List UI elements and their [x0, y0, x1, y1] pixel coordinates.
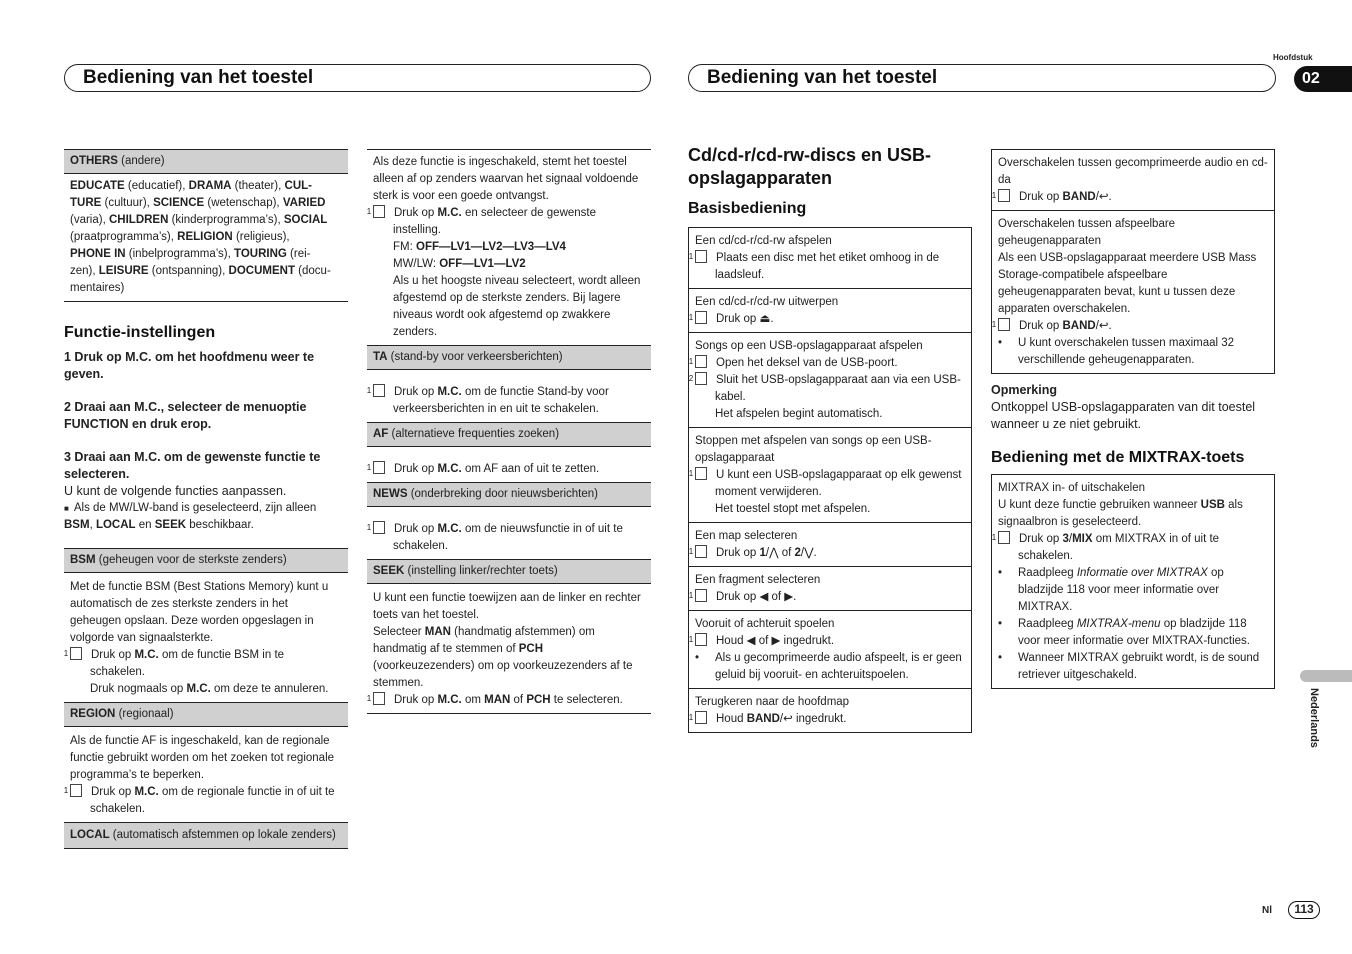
seek-step-a: Druk op [394, 694, 438, 706]
seek-step-c: om [461, 694, 485, 706]
af-step [366, 461, 645, 478]
op-step-text: Druk op ⏏. [716, 313, 774, 325]
op-title: Een fragment selecteren [695, 574, 821, 586]
ta-step-c: om de functie Stand-by voor verkeersberichten in en uit te schakelen. [393, 386, 609, 415]
op-step [688, 372, 965, 406]
seek-d2-d: PCH [518, 643, 544, 655]
genre-text: (educatief), [124, 180, 189, 192]
op-row [689, 289, 971, 333]
bsm-header [64, 548, 348, 573]
bullet-link: MIXTRAX-menu [1076, 618, 1161, 630]
chapter-badge [1294, 66, 1352, 92]
seek-step-b: M.C. [437, 694, 462, 706]
op-title: Overschakelen tussen afspeelbare geheugenapparaten [998, 218, 1176, 247]
seek-d2-b: MAN [424, 626, 451, 638]
op-row [992, 475, 1274, 688]
op-title: Een cd/cd-r/cd-rw afspelen [695, 235, 832, 247]
mw-note-bsm: BSM [64, 519, 90, 531]
op-bullet-text: U kunt overschakelen tussen maximaal 32 verschillende geheugenapparaten. [1018, 337, 1235, 366]
fm-label: FM: [393, 241, 416, 253]
mixtrax-table [991, 474, 1275, 689]
step-number-icon: 1 [998, 531, 1010, 544]
genre-key: RELIGION [177, 231, 233, 243]
mw-note-a: Als de MW/LW-band is geselecteerd, zijn alleen [73, 502, 317, 514]
step-1: 1 Druk op M.C. om het hoofdmenu weer te geven. [64, 350, 315, 381]
others-body [64, 174, 348, 302]
local-step-note: Als u het hoogste niveau selecteert, wordt alleen afgestemd op de sterkste zenders. Bij lagere niveaus wordt ook afgestemd op zwakkere zenders. [393, 275, 641, 338]
bsm-step-b: M.C. [134, 649, 159, 661]
op-step [688, 589, 965, 606]
op-step-a: Druk op [1019, 191, 1063, 203]
step-number-icon: 1 [373, 205, 385, 218]
bullet-icon: • [998, 567, 1003, 579]
ta-step [366, 384, 645, 418]
genre-key: EDUCATE [70, 180, 125, 192]
local-key: LOCAL [70, 829, 110, 841]
local-step-a: Druk op [394, 207, 438, 219]
op-title: Vooruit of achteruit spoelen [695, 618, 835, 630]
bsm-step-d: Druk nogmaals op [90, 683, 187, 695]
op-step-b: BAND [746, 713, 780, 725]
local-step-b: M.C. [437, 207, 462, 219]
bullet-text: Wanneer MIXTRAX gebruikt wordt, is de sound retriever uitgeschakeld. [1018, 652, 1260, 681]
step-number-icon: 2 [695, 372, 707, 385]
op-title: Songs op een USB-opslagapparaat afspelen [695, 340, 923, 352]
step-number-icon: 1 [695, 250, 707, 263]
seek-key: SEEK [373, 565, 405, 577]
news-step-c: om de nieuwsfunctie in of uit te schakelen. [393, 523, 623, 552]
local-header [64, 822, 348, 849]
step-number-icon: 1 [373, 461, 385, 474]
seek-step [366, 692, 645, 709]
op-step-b: BAND [1062, 191, 1096, 203]
genre-key: DOCUMENT [228, 265, 295, 277]
af-header [367, 422, 651, 447]
language-code: Nl [1262, 905, 1272, 916]
genre-text: mentaires) [70, 282, 125, 294]
op-step-note: Het toestel stopt met afspelen. [715, 503, 871, 515]
mw-values: OFF—LV1—LV2 [439, 258, 526, 270]
op-step-c: /⋀ of [765, 547, 795, 559]
op-step-c: /↩ ingedrukt. [779, 713, 847, 725]
op-step-b: BAND [1062, 320, 1096, 332]
region-step-c: om de regionale functie in of uit te schakelen. [90, 786, 335, 815]
seek-d2-a: Selecteer [373, 626, 425, 638]
bsm-step-cont [70, 681, 342, 698]
op-step-d: 2 [794, 547, 801, 559]
step-number-icon: 1 [373, 384, 385, 397]
op-bullet [998, 616, 1268, 650]
genre-key: TOURING [234, 248, 287, 260]
seek-step-f: PCH [526, 694, 551, 706]
mix-body-a: U kunt deze functie gebruiken wanneer [998, 499, 1201, 511]
region-step-b: M.C. [134, 786, 159, 798]
region-step-a: Druk op [91, 786, 135, 798]
genre-key: DRAMA [188, 180, 232, 192]
seek-body [367, 584, 651, 714]
op-bullet-text: Als u gecomprimeerde audio afspeelt, is er geen geluid bij vooruit- en achteruitspoelen. [715, 652, 962, 681]
basisbediening-title: Basisbediening [688, 200, 807, 217]
op-row [689, 428, 971, 523]
ta-step-b: M.C. [437, 386, 462, 398]
af-step-b: M.C. [437, 463, 462, 475]
step-number-icon: 1 [70, 647, 82, 660]
op-step-b: 3 [1062, 533, 1069, 545]
section-header-left [64, 64, 651, 92]
note-body: Ontkoppel USB-opslagapparaten van dit toestel wanneer u ze niet gebruikt. [991, 400, 1256, 431]
section-title-left: Bediening van het toestel [83, 67, 314, 88]
op-bullet [695, 650, 965, 684]
step-3: 3 Draai aan M.C. om de gewenste functie te selecteren. [64, 450, 321, 481]
others-header [64, 149, 348, 174]
genre-text: (theater), [231, 180, 285, 192]
af-key: AF [373, 428, 389, 440]
step-number-icon: 1 [695, 355, 707, 368]
fm-levels [373, 239, 645, 256]
op-step-a: Houd [716, 713, 747, 725]
square-bullet-icon: ■ [64, 504, 69, 513]
op-step [688, 355, 965, 372]
section-title-right: Bediening van het toestel [707, 67, 938, 88]
mw-levels [373, 256, 645, 273]
op-step-text: U kunt een USB-opslagapparaat op elk gewenst moment verwijderen. [715, 469, 962, 498]
news-step [366, 521, 645, 555]
genre-key: SCIENCE [153, 197, 205, 209]
language-label: Nederlands [1308, 688, 1320, 748]
op-step [688, 311, 965, 328]
news-header [367, 482, 651, 507]
genre-key: VARIED [282, 197, 326, 209]
genre-text: (religieus), [232, 231, 290, 243]
op-bullet [998, 565, 1268, 616]
genre-key: CUL- [284, 180, 312, 192]
genre-text: (docu- [294, 265, 331, 277]
op-row [689, 333, 971, 428]
op-step-e: om MIXTRAX in of uit te schakelen. [1018, 533, 1220, 562]
local-description: Als deze functie is ingeschakeld, stemt het toestel alleen af op zenders waarvan het signaal voldoende sterk is voor een goede ontvangst. [373, 156, 639, 202]
mix-body-b: USB [1200, 499, 1225, 511]
af-step-a: Druk op [394, 463, 438, 475]
op-step-text: Sluit het USB-opslagapparaat aan via een USB-kabel. [715, 374, 961, 403]
op-title: Terugkeren naar de hoofdmap [695, 696, 850, 708]
ta-step-a: Druk op [394, 386, 438, 398]
region-body [64, 727, 348, 822]
seek-step-d: MAN [484, 694, 511, 706]
step-number-icon: 1 [998, 189, 1010, 202]
op-step [688, 711, 965, 728]
op-step-text: Druk op ◀ of ▶. [716, 591, 797, 603]
op-bullet [998, 650, 1268, 684]
seek-step-g: te selecteren. [550, 694, 623, 706]
ta-body [367, 370, 651, 422]
op-step [688, 467, 965, 501]
note-title: Opmerking [991, 383, 1057, 397]
af-step-c: om AF aan of uit te zetten. [461, 463, 600, 475]
mixtrax-title: Bediening met de MIXTRAX-toets [991, 449, 1245, 466]
step-number-icon: 1 [695, 589, 707, 602]
step-3-note: U kunt de volgende functies aanpassen. [64, 484, 287, 498]
genre-text: (inbelprogramma’s), [125, 248, 235, 260]
op-row [689, 567, 971, 611]
local-step-c: en selecteer de gewenste instelling. [393, 207, 597, 236]
op-step [688, 250, 965, 284]
bullet-link: Informatie over MIXTRAX [1076, 567, 1208, 579]
op-title: Overschakelen tussen gecomprimeerde audio en cd-da [998, 157, 1268, 186]
af-body [367, 447, 651, 482]
bsm-step-c: om de functie BSM in te schakelen. [90, 649, 285, 678]
column-3 [688, 144, 972, 733]
chapter-label: Hoofdstuk [1273, 53, 1313, 62]
page-number: 113 [1288, 901, 1320, 919]
bullet-a: Raadpleeg [1018, 567, 1077, 579]
local-body [367, 149, 651, 345]
op-step-c: / [1068, 533, 1073, 545]
seek-d2-c: (handmatig afstemmen) om handmatig af te stemmen of [373, 626, 595, 655]
mw-note-end: beschikbaar. [186, 519, 254, 531]
genre-text: (rei- [286, 248, 311, 260]
genre-text: (cultuur), [101, 197, 154, 209]
seek-description: U kunt een functie toewijzen aan de linker en rechter toets van het toestel. [373, 592, 641, 621]
op-step-note: Het afspelen begint automatisch. [715, 408, 883, 420]
mw-note-and: en [135, 519, 155, 531]
bsm-step-a: Druk op [91, 649, 135, 661]
bullet-icon: • [998, 337, 1003, 349]
op-step-d: MIX [1072, 533, 1093, 545]
bullet-c: op bladzijde 118 voor meer informatie over MIXTRAX. [1018, 567, 1224, 613]
section-header-right [688, 64, 1276, 92]
bsm-body [64, 573, 348, 702]
bsm-step-e: M.C. [186, 683, 211, 695]
mw-note [64, 500, 348, 534]
op-row [689, 689, 971, 732]
mw-note-local: LOCAL [95, 519, 136, 531]
op-title: MIXTRAX in- of uitschakelen [998, 482, 1146, 494]
ta-header [367, 345, 651, 370]
bullet-icon: • [998, 652, 1003, 664]
step-number-icon: 1 [373, 692, 385, 705]
region-step [63, 784, 342, 818]
column-2 [367, 149, 651, 714]
genre-text: (ontspanning), [148, 265, 229, 277]
bullet-icon: • [998, 618, 1003, 630]
genre-key: PHONE IN [70, 248, 126, 260]
op-row [689, 611, 971, 689]
op-step [688, 633, 965, 650]
others-sub: (andere) [117, 155, 165, 167]
mw-note-sep: , [89, 519, 96, 531]
op-step-e: /⋁. [800, 547, 817, 559]
op-step-text: Open het deksel van de USB-poort. [716, 357, 898, 369]
step-number-icon: 1 [70, 784, 82, 797]
bsm-step [63, 647, 342, 681]
region-header [64, 702, 348, 727]
seek-header [367, 559, 651, 584]
op-step [991, 531, 1268, 565]
genre-text: (praatprogramma’s), [70, 231, 178, 243]
op-step-text: Houd ◀ of ▶ ingedrukt. [716, 635, 835, 647]
op-row [992, 211, 1274, 373]
mw-note-seek: SEEK [154, 519, 187, 531]
bsm-key: BSM [70, 554, 96, 566]
op-title: Een map selecteren [695, 530, 798, 542]
op-step [991, 318, 1268, 335]
bsm-step-f: om deze te annuleren. [210, 683, 329, 695]
genre-key: LEISURE [98, 265, 149, 277]
mix-body-c: als signaalbron is geselecteerd. [998, 499, 1243, 528]
region-key: REGION [70, 708, 116, 720]
region-sub: (regionaal) [115, 708, 174, 720]
bsm-description: Met de functie BSM (Best Stations Memory) kunt u automatisch de zes sterkste zenders in het geheugen opslaan. Deze worden opgeslagen in volgorde van signaalsterkte. [70, 581, 329, 644]
news-sub: (onderbreking door nieuwsberichten) [407, 488, 598, 500]
cd-usb-title: Cd/cd-r/cd-rw-discs en USB-opslagapparaten [688, 145, 932, 188]
step-number-icon: 1 [695, 633, 707, 646]
column-4 [991, 149, 1275, 689]
op-step-a: Druk op [1019, 533, 1063, 545]
op-step-a: Druk op [716, 547, 760, 559]
mw-label: MW/LW: [393, 258, 440, 270]
op-title: Stoppen met afspelen van songs op een USB-opslagapparaat [695, 435, 932, 464]
ta-sub: (stand-by voor verkeersberichten) [387, 351, 563, 363]
chapter-number: 02 [1302, 70, 1320, 87]
ta-key: TA [373, 351, 388, 363]
others-key: OTHERS [70, 155, 118, 167]
seek-description-2 [373, 624, 645, 692]
genre-key: SOCIAL [283, 214, 328, 226]
genre-text: (wetenschap), [204, 197, 283, 209]
column-1 [64, 149, 348, 849]
op-row [689, 523, 971, 567]
step-number-icon: 1 [373, 521, 385, 534]
op-row [689, 228, 971, 289]
genre-text: (kinderprogramma’s), [168, 214, 284, 226]
fm-values: OFF—LV1—LV2—LV3—LV4 [416, 241, 566, 253]
bullet-a: Raadpleeg [1018, 618, 1077, 630]
local-step [366, 205, 645, 239]
genre-key: CHILDREN [108, 214, 169, 226]
op-step-text: Plaats een disc met het etiket omhoog in de laadsleuf. [715, 252, 940, 281]
language-tab [1300, 670, 1352, 682]
step-number-icon: 1 [695, 711, 707, 724]
op-bullet [998, 335, 1268, 369]
news-step-b: M.C. [437, 523, 462, 535]
news-step-a: Druk op [394, 523, 438, 535]
step-number-icon: 1 [695, 545, 707, 558]
bullet-c: op bladzijde 118 voor meer informatie over MIXTRAX-functies. [1018, 618, 1250, 647]
op-step-b: 1 [759, 547, 766, 559]
op-description: Als een USB-opslagapparaat meerdere USB Mass Storage-compatibele afspeelbare geheugenapparaten bevat, kunt u tussen deze apparaten overschakelen. [998, 252, 1257, 315]
local-sub: (automatisch afstemmen op lokale zenders) [109, 829, 336, 841]
region-description: Als de functie AF is ingeschakeld, kan de regionale functie gebruikt worden om het zoeken tot regionale programma’s te beperken. [70, 735, 335, 781]
seek-d2-e: (voorkeuzezenders) om op voorkeuzezenders af te stemmen. [373, 660, 633, 689]
step-number-icon: 1 [695, 311, 707, 324]
basic-ops-table [688, 227, 972, 733]
functie-instellingen-title: Functie-instellingen [64, 324, 216, 341]
op-step-c: /↩. [1095, 320, 1112, 332]
news-body [367, 507, 651, 559]
genre-key: TURE [70, 197, 102, 209]
step-number-icon: 1 [695, 467, 707, 480]
op-step-a: Druk op [1019, 320, 1063, 332]
bsm-sub: (geheugen voor de sterkste zenders) [95, 554, 287, 566]
bullet-icon: • [695, 652, 700, 664]
news-key: NEWS [373, 488, 408, 500]
op-step [991, 189, 1268, 206]
genre-text: (varia), [70, 214, 109, 226]
genre-text: zen), [70, 265, 99, 277]
op-description [998, 497, 1268, 531]
op-row [992, 150, 1274, 211]
step-2: 2 Draai aan M.C., selecteer de menuoptie FUNCTION en druk erop. [64, 400, 307, 431]
seek-step-e: of [510, 694, 527, 706]
af-sub: (alternatieve frequenties zoeken) [388, 428, 560, 440]
op-title: Een cd/cd-r/cd-rw uitwerpen [695, 296, 839, 308]
seek-sub: (instelling linker/rechter toets) [404, 565, 558, 577]
op-step [688, 545, 965, 562]
op-step-c: /↩. [1095, 191, 1112, 203]
switch-table [991, 149, 1275, 374]
step-number-icon: 1 [998, 318, 1010, 331]
